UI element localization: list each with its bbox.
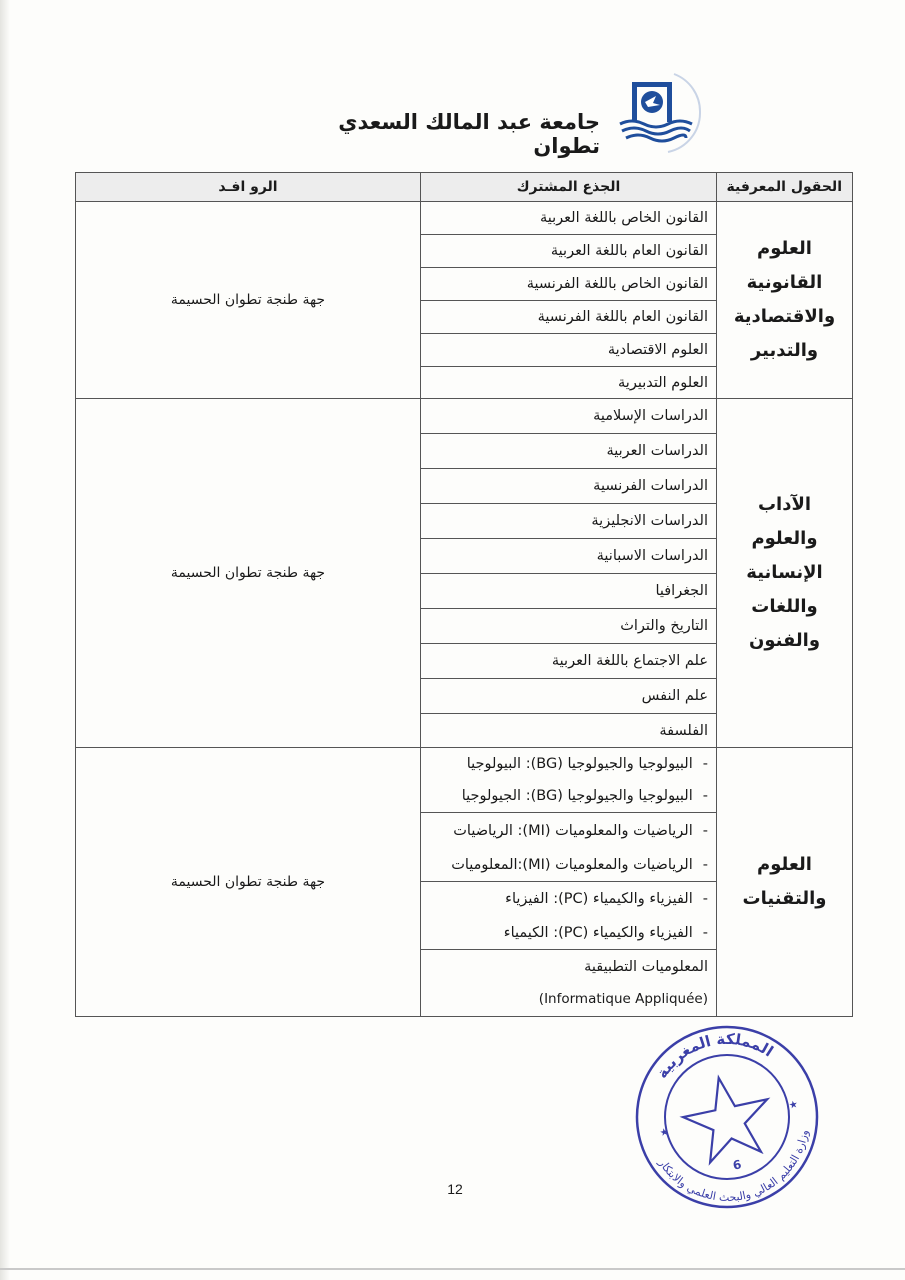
page-bottom-edge (0, 1268, 905, 1270)
tronc-item: الفلسفة (659, 722, 708, 739)
tronc-item: القانون الخاص باللغة الفرنسية (421, 268, 716, 301)
tronc-item: الدراسات الفرنسية (421, 469, 716, 504)
university-name: جامعة عبد المالك السعدي تطوان (338, 110, 600, 158)
tronc-item: التاريخ والتراث (421, 609, 716, 644)
tronc-list (421, 202, 716, 398)
university-logo-icon (612, 68, 708, 154)
branch-region: جهة طنجة تطوان الحسيمة (76, 399, 421, 748)
tronc-item: القانون العام باللغة الفرنسية (421, 301, 716, 334)
tronc-item: - الفيزياء والكيمياء (PC): الكيمياء (421, 916, 716, 950)
tronc-item: - الرياضيات والمعلوميات (MI): الرياضيات (421, 813, 716, 848)
tronc-item: العلوم الاقتصادية (421, 334, 716, 367)
tronc-item: الدراسات الإسلامية (421, 399, 716, 434)
field-name: العلوم والتقنيات (717, 748, 853, 1017)
tronc-list-cell (421, 399, 717, 748)
table-row (76, 399, 853, 748)
tronc-item: القانون العام باللغة العربية (421, 235, 716, 268)
tronc-item: الدراسات العربية (421, 434, 716, 469)
tronc-list (421, 399, 716, 747)
table-row (76, 202, 853, 399)
tronc-item: علم النفس (421, 679, 716, 714)
header-branches: الرو افـد (76, 173, 421, 202)
ministry-stamp-icon (632, 1022, 822, 1212)
tronc-list (421, 748, 716, 1014)
tronc-item: الدراسات الاسبانية (421, 539, 716, 574)
stamp-number: 6 (731, 1157, 743, 1173)
field-name: الآداب والعلوم الإنسانية واللغات والفنون (717, 399, 853, 748)
branch-region: جهة طنجة تطوان الحسيمة (76, 202, 421, 399)
branch-region: جهة طنجة تطوان الحسيمة (76, 748, 421, 1017)
table-header-row (76, 173, 853, 202)
tronc-item: الدراسات الانجليزية (421, 504, 716, 539)
page-edge-shadow (0, 0, 10, 1280)
tronc-list-cell (421, 748, 717, 1017)
page-number: 12 (447, 1181, 463, 1197)
tronc-item: المعلوميات التطبيقية (584, 959, 708, 975)
svg-text:★: ★ (787, 1099, 800, 1112)
tronc-item: - البيولوجيا والجيولوجيا (BG): الجيولوجيا (421, 780, 716, 813)
stamp-bottom-text: وزارة التعليم العالي والبحث العلمي والابتكار (656, 1128, 811, 1205)
tronc-item: علم الاجتماع باللغة العربية (421, 644, 716, 679)
field-name: العلوم القانونية والاقتصادية والتدبير (717, 202, 853, 399)
tronc-item: (Informatique Appliquée) (538, 991, 708, 1007)
table-row (76, 748, 853, 1017)
tronc-item: - الفيزياء والكيمياء (PC): الفيزياء (421, 882, 716, 916)
tronc-item: - البيولوجيا والجيولوجيا (BG): البيولوجيا (421, 748, 716, 780)
stamp-star-icon (677, 1069, 778, 1166)
header-field: الحقول المعرفية (717, 173, 853, 202)
tronc-item: - الرياضيات والمعلوميات (MI):المعلوميات (421, 848, 716, 882)
programs-table (75, 172, 853, 1017)
header-tronc: الجذع المشترك (421, 173, 717, 202)
svg-text:★: ★ (658, 1126, 670, 1140)
stamp-top-text: المملكة المغربية (652, 1029, 777, 1082)
tronc-item: القانون الخاص باللغة العربية (421, 202, 716, 235)
tronc-item: العلوم التدبيرية (618, 374, 708, 391)
tronc-item: الجغرافيا (421, 574, 716, 609)
svg-text:المملكة المغربية (647, 1022, 779, 1084)
tronc-list-cell (421, 202, 717, 399)
